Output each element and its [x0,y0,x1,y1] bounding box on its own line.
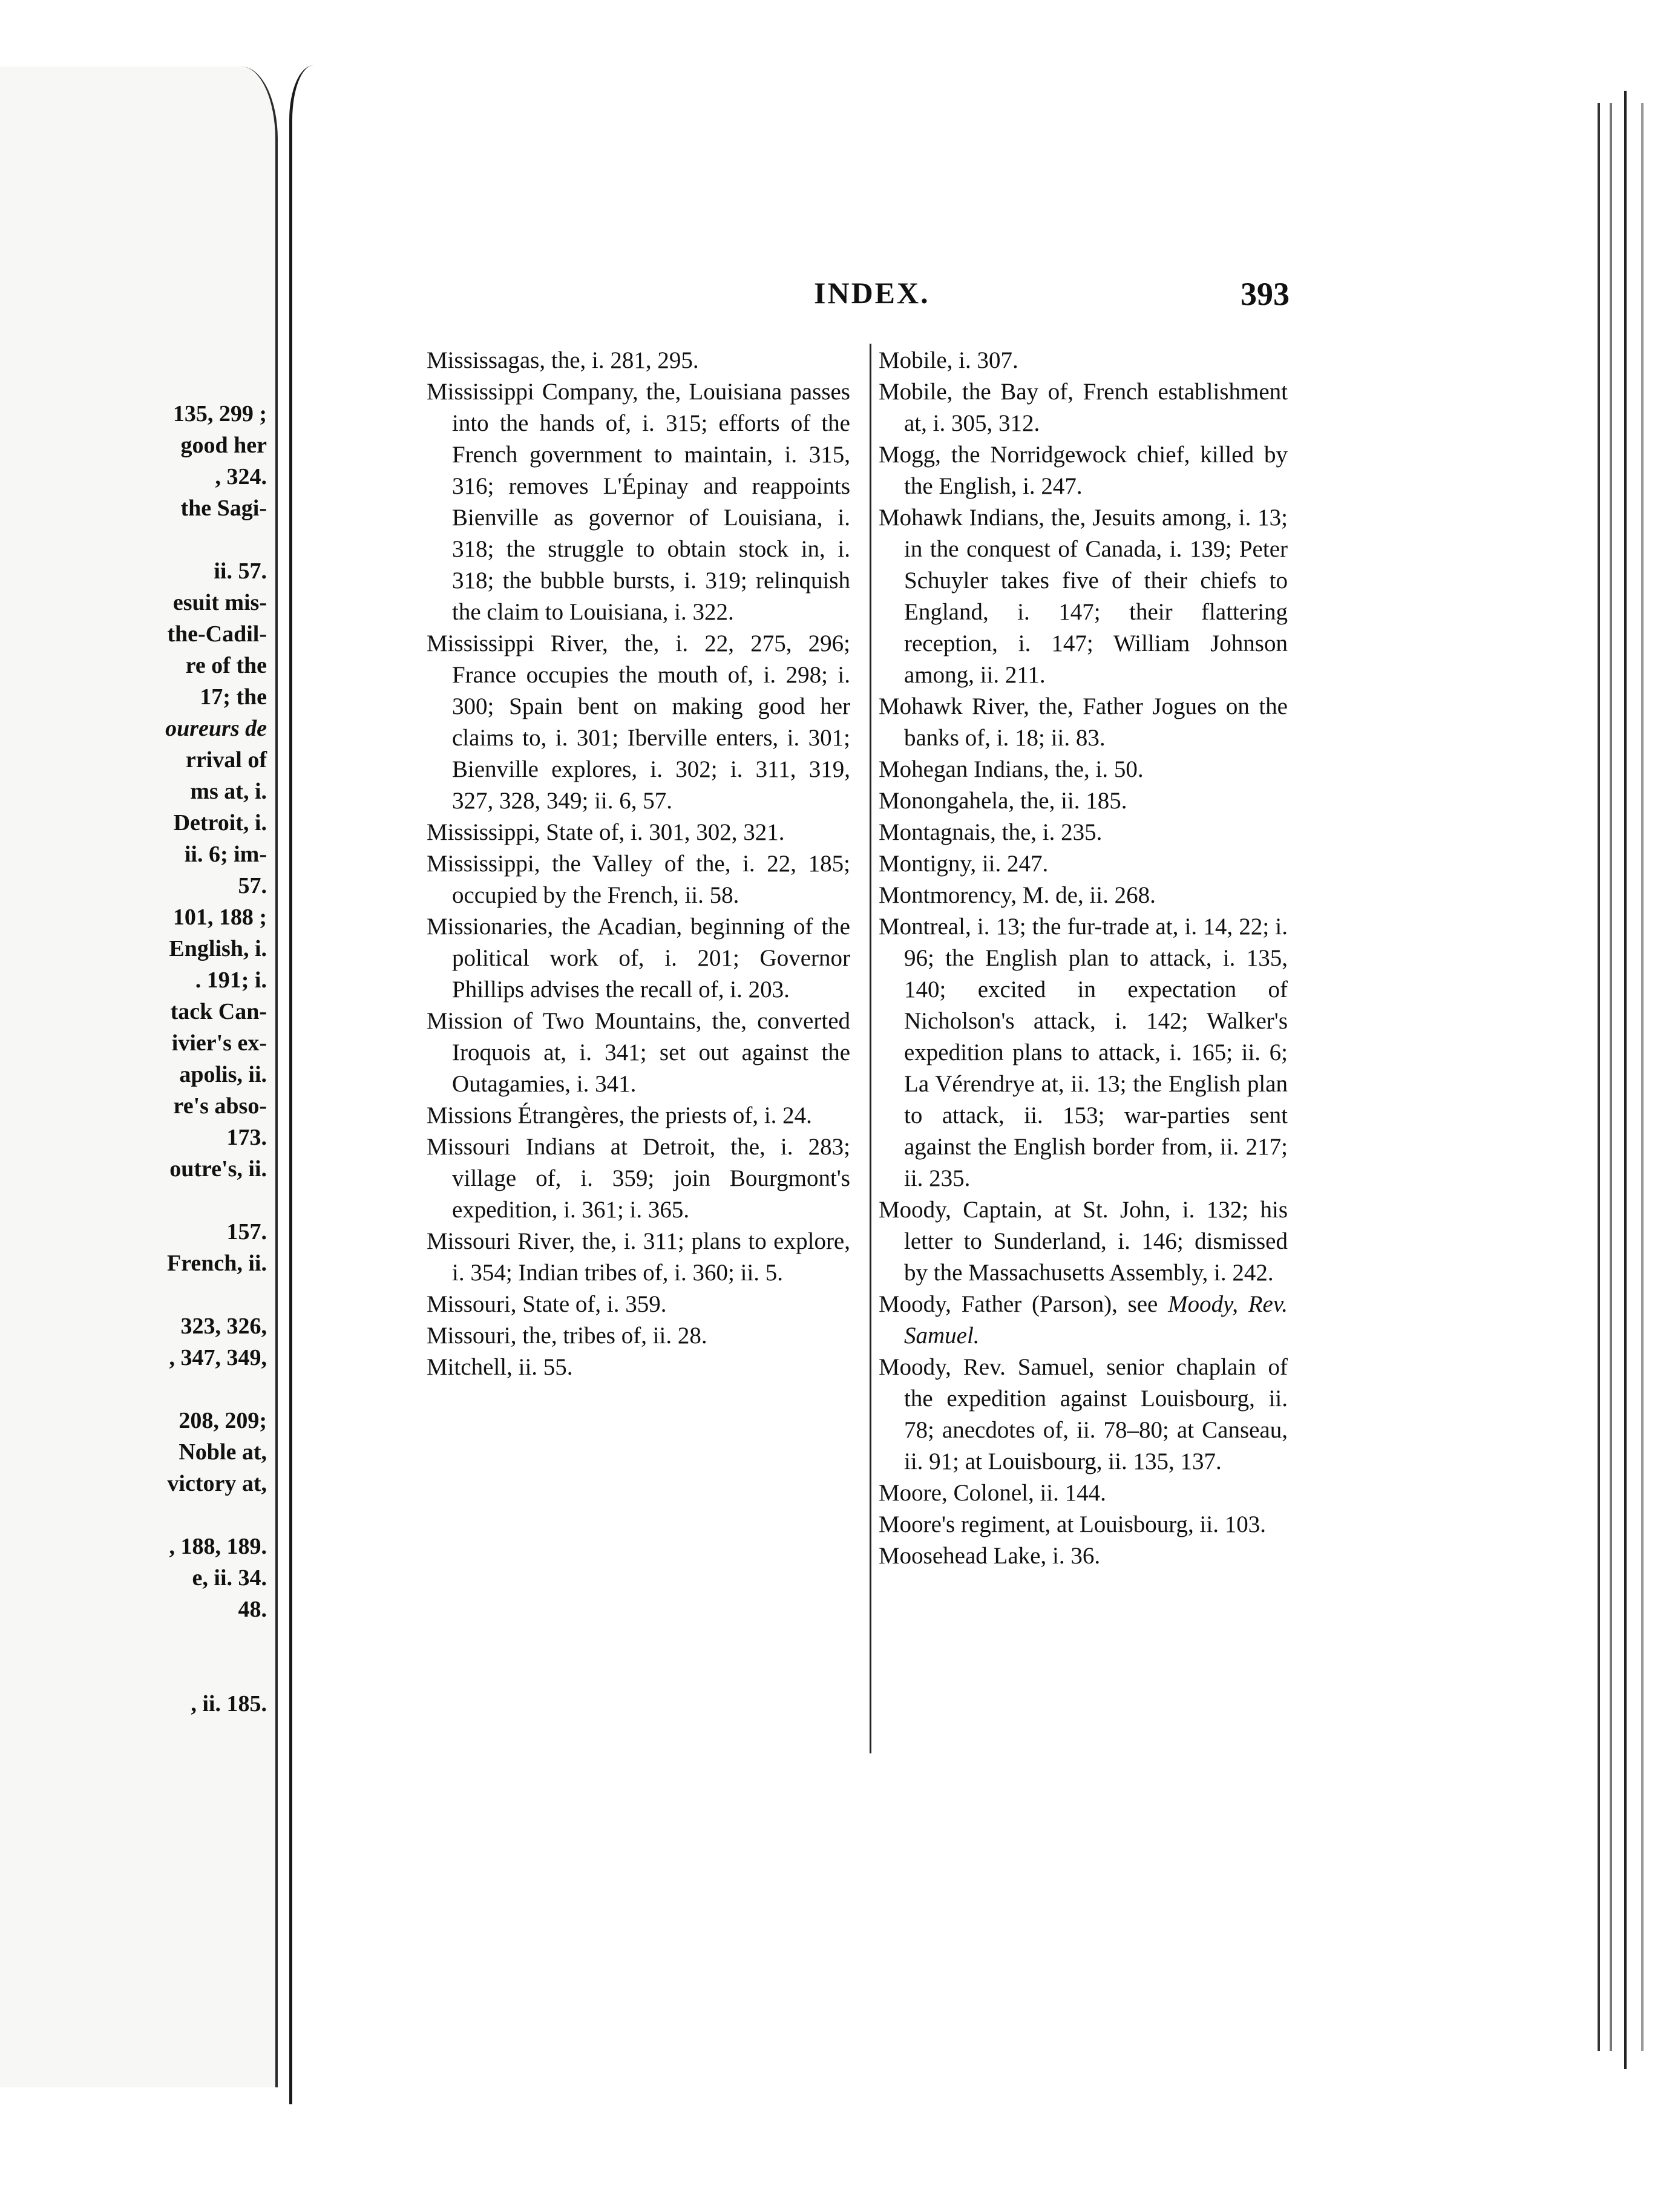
index-column-right [879,345,1288,1572]
index-entry [879,376,1288,439]
index-entry [427,848,850,911]
index-entry [879,439,1288,502]
index-entry [427,1289,850,1320]
left-page-text-fragment: 17; the [200,684,267,710]
index-entry [879,785,1288,817]
index-entry [427,817,850,848]
index-entry [879,502,1288,691]
index-entry [427,1352,850,1383]
left-page-text-fragment: victory at, [167,1471,267,1496]
left-page-text-fragment: tack Can- [170,999,267,1024]
index-entry [427,628,850,817]
left-page-text-fragment: rrival of [185,747,267,773]
index-entry [427,1100,850,1131]
index-entry-text: Mississippi River, the, i. 22, 275, 296; France occupies the mouth of, i. 298; i. 300; Spain bent on making good her claims to, i. 301; Iberville enters, i. 301; Bienville explores, i. 302; i. 311, 319, 327, 328, 349; ii. 6, 57. [427,630,850,814]
index-entry-text: Missouri, State of, i. 359. [427,1291,667,1317]
index-entry-text: Mohawk River, the, Father Jogues on the banks of, i. 18; ii. 83. [879,693,1288,751]
index-entry [879,848,1288,880]
index-entry-text: Mississippi, the Valley of the, i. 22, 185; occupied by the French, ii. 58. [427,851,850,908]
left-page-text-fragment: re's abso- [173,1093,267,1119]
left-page-text-fragment: e, ii. 34. [192,1565,267,1591]
index-entry-text: Mohegan Indians, the, i. 50. [879,756,1144,782]
left-page-text-fragment: 135, 299 ; [172,401,267,427]
column-divider [870,344,871,1753]
index-entry-text: Montreal, i. 13; the fur-trade at, i. 14, 22; i. 96; the English plan to attack, i. 135, 140; excited in expectation of Nicholson's attack, i. 142; Walker's expedition plans to attack, i. 165; ii. 6; La Vérendrye at, ii. 13; the English plan to attack, ii. 153; war-parties sent against the English border from, ii. 217; ii. 235. [879,914,1288,1191]
left-page-text-fragment: 173. [226,1125,267,1150]
index-entry-text: Montagnais, the, i. 235. [879,819,1103,845]
page-edge [1598,103,1600,2051]
index-entry-text: Moody, Captain, at St. John, i. 132; his letter to Sunderland, i. 146; dismissed by the Massachusetts Assembly, i. 242. [879,1197,1288,1286]
page-edge [1641,103,1644,2051]
index-entry [427,911,850,1006]
index-entry-text: Mohawk Indians, the, Jesuits among, i. 13; in the conquest of Canada, i. 139; Peter Schuyler takes five of their chiefs to England, i. 147; their flattering reception, i. 147; William Johnson among, ii. 211. [879,505,1288,688]
index-entry [879,345,1288,376]
left-page-text-fragment: , 324. [215,464,267,489]
left-page-text-fragment: ii. 6; im- [184,842,267,867]
left-page-fragment [0,67,278,2087]
index-entry [879,754,1288,785]
left-page-text-fragment: , ii. 185. [191,1691,267,1716]
running-head: INDEX. [814,276,930,310]
left-page-text-fragment: ivier's ex- [171,1030,267,1056]
index-entry [879,817,1288,848]
left-page-text-fragment: ii. 57. [214,558,267,584]
left-page-text-fragment: the Sagi- [180,496,267,521]
index-entry [879,911,1288,1194]
index-entry-text: Moore, Colonel, ii. 144. [879,1480,1106,1506]
index-entry-text: Missouri, the, tribes of, ii. 28. [427,1323,707,1349]
index-entry-text: Moody, Father (Parson), see [879,1291,1158,1317]
left-page-text-fragment: ms at, i. [190,779,267,804]
page-edge [1624,91,1627,2069]
index-entry [427,1006,850,1100]
left-page-text-fragment: 323, 326, [180,1314,267,1339]
index-entry [427,1226,850,1289]
index-entry-text: Mississagas, the, i. 281, 295. [427,347,699,373]
index-entry-text: Mobile, i. 307. [879,347,1018,373]
index-entry [879,1477,1288,1509]
index-entry [879,1509,1288,1540]
left-page-text-fragment: Noble at, [179,1439,267,1465]
index-entry [879,1289,1288,1352]
index-entry [879,1352,1288,1477]
index-entry-text: Missouri Indians at Detroit, the, i. 283; village of, i. 359; join Bourgmont's expedition, i. 361; i. 365. [427,1134,850,1223]
left-page-text-fragment: 101, 188 ; [172,905,267,930]
left-page-text-fragment: . 191; i. [195,967,267,993]
page-edge [1610,103,1612,2051]
index-entry-text: Moosehead Lake, i. 36. [879,1543,1101,1569]
index-entry-text: Montigny, ii. 247. [879,851,1049,877]
index-entry [427,345,850,376]
left-page-text-fragment: , 347, 349, [169,1345,267,1370]
index-entry-text: Mobile, the Bay of, French establishment at, i. 305, 312. [879,379,1288,436]
index-entry-text: Moody, Rev. Samuel, senior chaplain of the expedition against Louisbourg, ii. 78; anecdotes of, ii. 78–80; at Canseau, ii. 91; at Louisbourg, ii. 135, 137. [879,1354,1288,1474]
index-entry [427,1320,850,1352]
index-entry-text: Montmorency, M. de, ii. 268. [879,882,1156,908]
index-entry-text: Mogg, the Norridgewock chief, killed by the English, i. 247. [879,442,1288,499]
index-entry-text: Mississippi, State of, i. 301, 302, 321. [427,819,785,845]
index-entry [879,691,1288,754]
left-page-text-fragment: re of the [185,653,267,678]
left-page-text-fragment: 48. [238,1597,267,1622]
index-entry-text: Mission of Two Mountains, the, converted Iroquois at, i. 341; set out against the Outagamies, i. 341. [427,1008,850,1097]
index-entry-text: Missouri River, the, i. 311; plans to explore, i. 354; Indian tribes of, i. 360; ii. 5. [427,1228,850,1286]
left-page-text-fragment: esuit mis- [172,590,267,615]
index-entry [427,376,850,628]
see-reference: Moody, Rev. Samuel. [904,1291,1288,1349]
left-page-text-fragment: , 188, 189. [169,1534,267,1559]
index-entry [879,880,1288,911]
index-entry [427,1131,850,1226]
left-page-text-fragment: oureurs de [165,716,267,741]
left-page-text-fragment: English, i. [169,936,267,961]
left-page-text-fragment: the-Cadil- [167,621,267,647]
left-page-text-fragment: 57. [238,873,267,898]
index-entry [879,1194,1288,1289]
index-column-left [427,345,850,1383]
left-page-text-fragment: outre's, ii. [169,1156,267,1182]
left-page-text-fragment: 157. [226,1219,267,1245]
index-entry-text: Monongahela, the, ii. 185. [879,788,1127,814]
index-entry-text: Missions Étrangères, the priests of, i. 24. [427,1102,812,1128]
index-entry-text: Missionaries, the Acadian, beginning of the political work of, i. 201; Governor Phillips advises the recall of, i. 203. [427,914,850,1003]
left-page-text-fragment: Detroit, i. [173,810,267,836]
index-entry-text: Mitchell, ii. 55. [427,1354,573,1380]
left-page-text-fragment: 208, 209; [179,1408,267,1433]
left-page-text-fragment: apolis, ii. [179,1062,267,1087]
left-page-text-fragment: good her [180,433,267,458]
index-entry-text: Moore's regiment, at Louisbourg, ii. 103. [879,1511,1266,1537]
page-number: 393 [1241,276,1290,312]
index-entry-text: Mississippi Company, the, Louisiana passes into the hands of, i. 315; efforts of the French government to maintain, i. 315, 316; removes L'Épinay and reappoints Bienville as governor of Louisiana, i. 318; the struggle to obtain stock in, i. 318; the bubble bursts, i. 319; relinquish the claim to Louisiana, i. 322. [427,379,850,625]
index-entry [879,1540,1288,1572]
left-page-text-fragment: French, ii. [166,1251,267,1276]
